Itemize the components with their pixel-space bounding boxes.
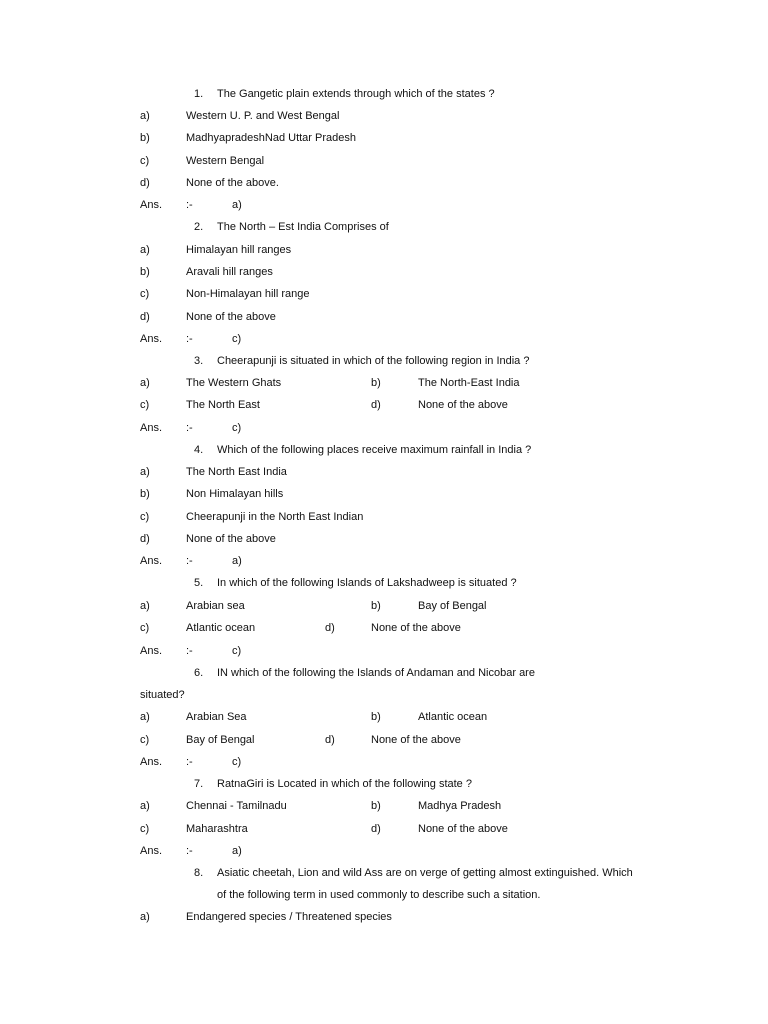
question-text: The Gangetic plain extends through which of the states ? — [217, 88, 495, 100]
option-text: Arabian Sea — [186, 711, 247, 723]
question-text: Asiatic cheetah, Lion and wild Ass are on verge of getting almost extinguished. Which — [217, 867, 633, 879]
question-6 — [0, 668, 768, 682]
question-number: 2. — [194, 221, 204, 233]
option-label: c) — [140, 511, 150, 523]
answer-row — [0, 334, 768, 348]
option-label: d) — [140, 311, 150, 323]
question-5 — [0, 578, 768, 592]
answer-value: a) — [232, 555, 242, 567]
question-3 — [0, 356, 768, 370]
option-row — [0, 467, 768, 481]
option-text: None of the above — [186, 311, 276, 323]
option-label: d) — [140, 533, 150, 545]
question-text: The North – Est India Comprises of — [217, 221, 389, 233]
option-row — [0, 111, 768, 125]
question-number: 8. — [194, 867, 204, 879]
question-text-continued — [0, 690, 768, 704]
option-row — [0, 824, 768, 838]
question-4 — [0, 445, 768, 459]
question-2 — [0, 222, 768, 236]
option-row — [0, 512, 768, 526]
option-label: d) — [371, 823, 381, 835]
option-label: b) — [371, 377, 381, 389]
answer-label: Ans. — [140, 555, 163, 567]
option-label: d) — [325, 734, 335, 746]
option-label: d) — [371, 399, 381, 411]
option-label: a) — [140, 600, 150, 612]
option-text: The Western Ghats — [186, 377, 282, 389]
option-row — [0, 623, 768, 637]
option-text: Chennai - Tamilnadu — [186, 800, 287, 812]
answer-separator: :- — [186, 645, 193, 657]
option-text: None of the above. — [186, 177, 279, 189]
answer-row — [0, 757, 768, 771]
question-text: Which of the following places receive maximum rainfall in India ? — [217, 444, 532, 456]
option-text: None of the above — [418, 823, 508, 835]
option-label: b) — [140, 488, 150, 500]
option-text: Non-Himalayan hill range — [186, 288, 310, 300]
answer-label: Ans. — [140, 333, 163, 345]
option-text: The North East India — [186, 466, 287, 478]
option-row — [0, 267, 768, 281]
option-text: Arabian sea — [186, 600, 245, 612]
option-row — [0, 489, 768, 503]
option-label: c) — [140, 823, 150, 835]
answer-label: Ans. — [140, 422, 163, 434]
option-label: c) — [140, 155, 150, 167]
question-number: 6. — [194, 667, 204, 679]
answer-label: Ans. — [140, 199, 163, 211]
question-number: 3. — [194, 355, 204, 367]
answer-separator: :- — [186, 555, 193, 567]
option-label: a) — [140, 911, 150, 923]
option-label: a) — [140, 711, 150, 723]
option-text: The North-East India — [418, 377, 520, 389]
option-label: c) — [140, 288, 150, 300]
option-text: Maharashtra — [186, 823, 248, 835]
answer-value: a) — [232, 199, 242, 211]
answer-value: c) — [232, 333, 242, 345]
question-number: 1. — [194, 88, 204, 100]
option-text: The North East — [186, 399, 260, 411]
option-row — [0, 912, 768, 926]
question-text: IN which of the following the Islands of Andaman and Nicobar are — [217, 667, 535, 679]
answer-separator: :- — [186, 422, 193, 434]
option-row — [0, 801, 768, 815]
question-text-cont: situated? — [140, 689, 185, 701]
question-text: Cheerapunji is situated in which of the following region in India ? — [217, 355, 530, 367]
option-text: Non Himalayan hills — [186, 488, 284, 500]
question-1 — [0, 89, 768, 103]
answer-value: c) — [232, 645, 242, 657]
question-text: RatnaGiri is Located in which of the following state ? — [217, 778, 472, 790]
option-text: Western Bengal — [186, 155, 265, 167]
answer-row — [0, 200, 768, 214]
answer-row — [0, 846, 768, 860]
option-row — [0, 178, 768, 192]
option-text: Madhya Pradesh — [418, 800, 502, 812]
option-label: c) — [140, 622, 150, 634]
answer-separator: :- — [186, 333, 193, 345]
question-text: In which of the following Islands of Lakshadweep is situated ? — [217, 577, 517, 589]
option-label: b) — [140, 132, 150, 144]
option-row — [0, 133, 768, 147]
option-row — [0, 534, 768, 548]
question-text-cont: of the following term in used commonly to describe such a sitation. — [217, 889, 541, 901]
option-label: a) — [140, 244, 150, 256]
answer-value: c) — [232, 422, 242, 434]
option-row — [0, 601, 768, 615]
answer-label: Ans. — [140, 645, 163, 657]
question-text-continued — [0, 890, 768, 904]
option-row — [0, 245, 768, 259]
option-label: d) — [325, 622, 335, 634]
option-text: Atlantic ocean — [418, 711, 488, 723]
option-label: b) — [371, 711, 381, 723]
question-number: 7. — [194, 778, 204, 790]
option-text: Himalayan hill ranges — [186, 244, 292, 256]
answer-separator: :- — [186, 199, 193, 211]
option-label: c) — [140, 399, 150, 411]
answer-row — [0, 423, 768, 437]
question-number: 5. — [194, 577, 204, 589]
option-label: a) — [140, 110, 150, 122]
option-row — [0, 378, 768, 392]
option-row — [0, 712, 768, 726]
option-label: c) — [140, 734, 150, 746]
answer-value: a) — [232, 845, 242, 857]
option-row — [0, 156, 768, 170]
option-text: Bay of Bengal — [418, 600, 487, 612]
option-label: a) — [140, 377, 150, 389]
answer-value: c) — [232, 756, 242, 768]
question-number: 4. — [194, 444, 204, 456]
answer-label: Ans. — [140, 756, 163, 768]
option-text: Endangered species / Threatened species — [186, 911, 392, 923]
option-row — [0, 289, 768, 303]
option-text: None of the above — [371, 734, 461, 746]
answer-row — [0, 556, 768, 570]
option-text: Aravali hill ranges — [186, 266, 273, 278]
answer-row — [0, 646, 768, 660]
option-label: b) — [371, 600, 381, 612]
option-text: Atlantic ocean — [186, 622, 256, 634]
option-label: b) — [371, 800, 381, 812]
option-label: a) — [140, 466, 150, 478]
answer-separator: :- — [186, 845, 193, 857]
option-text: None of the above — [418, 399, 508, 411]
option-row — [0, 312, 768, 326]
option-row — [0, 735, 768, 749]
option-label: b) — [140, 266, 150, 278]
option-text: Cheerapunji in the North East Indian — [186, 511, 364, 523]
option-text: None of the above — [186, 533, 276, 545]
option-label: d) — [140, 177, 150, 189]
option-text: Bay of Bengal — [186, 734, 255, 746]
question-8 — [0, 868, 768, 882]
answer-label: Ans. — [140, 845, 163, 857]
option-text: Western U. P. and West Bengal — [186, 110, 340, 122]
option-text: MadhyapradeshNad Uttar Pradesh — [186, 132, 356, 144]
answer-separator: :- — [186, 756, 193, 768]
option-label: a) — [140, 800, 150, 812]
option-text: None of the above — [371, 622, 461, 634]
option-row — [0, 400, 768, 414]
question-7 — [0, 779, 768, 793]
